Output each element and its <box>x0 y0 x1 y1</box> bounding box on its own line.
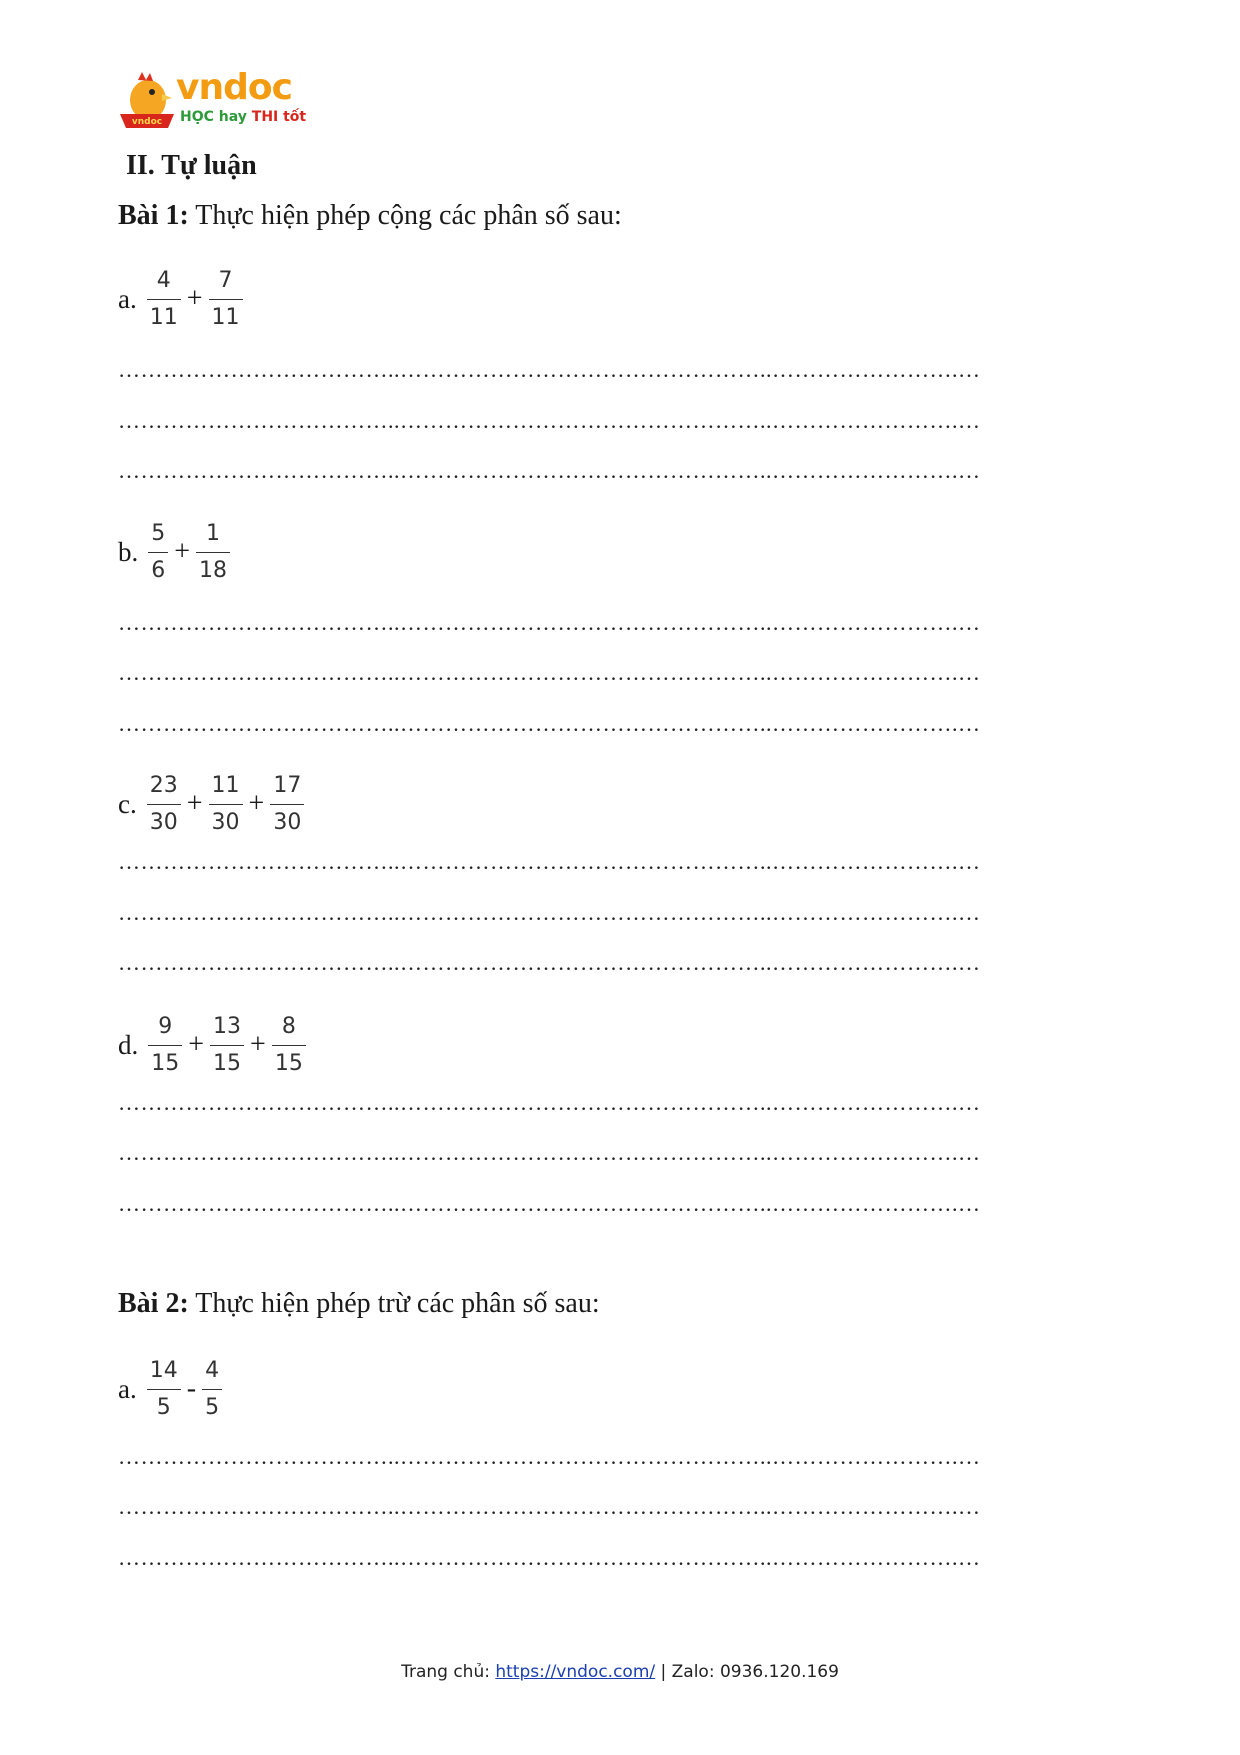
answer-line[interactable]: ………………………………..…………………………………………..…………………….… <box>118 1546 981 1570</box>
fraction <box>202 1357 222 1422</box>
denominator: 30 <box>273 809 302 835</box>
fraction <box>147 267 181 332</box>
denominator: 5 <box>205 1394 220 1420</box>
denominator: 30 <box>149 809 178 835</box>
footer-zalo: | Zalo: 0936.120.169 <box>655 1662 839 1682</box>
denominator: 15 <box>151 1050 180 1076</box>
fraction <box>147 772 181 837</box>
numerator: 23 <box>149 772 178 798</box>
answer-line[interactable]: ………………………………..…………………………………………..…………………….… <box>118 409 981 433</box>
operator: + <box>186 788 203 819</box>
answer-line[interactable]: ………………………………..…………………………………………..…………………….… <box>118 1495 981 1519</box>
logo-brand-text: vndoc <box>176 67 292 108</box>
vndoc-logo[interactable] <box>118 66 308 134</box>
answer-line[interactable]: ………………………………..…………………………………………..…………………….… <box>118 358 981 382</box>
denominator: 15 <box>274 1050 303 1076</box>
answer-line[interactable]: ………………………………..…………………………………………..…………………….… <box>118 459 981 483</box>
problem-label: c. <box>118 788 137 819</box>
logo-slogan-part2: THI tốt <box>251 109 307 125</box>
fraction <box>270 772 304 837</box>
problem-1a <box>118 259 247 339</box>
numerator: 1 <box>206 520 221 546</box>
exercise-2-title <box>118 1286 600 1322</box>
answer-line[interactable]: ………………………………..…………………………………………..…………………….… <box>118 661 981 685</box>
footer-prefix: Trang chủ: <box>401 1662 496 1682</box>
fraction <box>148 1013 182 1078</box>
problem-label: d. <box>118 1029 139 1060</box>
fraction <box>147 1357 181 1422</box>
fraction <box>196 520 230 585</box>
answer-line[interactable]: ………………………………..…………………………………………..…………………….… <box>118 951 981 975</box>
numerator: 14 <box>149 1357 178 1383</box>
operator: + <box>248 788 265 819</box>
problem-1d <box>118 1005 310 1085</box>
fraction <box>272 1013 306 1078</box>
denominator: 5 <box>156 1394 171 1420</box>
operator: - <box>186 1373 197 1404</box>
fraction <box>210 1013 244 1078</box>
logo-badge-text: vndoc <box>131 117 163 127</box>
section-heading: II. Tự luận <box>126 150 257 181</box>
answer-line[interactable]: ………………………………..…………………………………………..…………………….… <box>118 1141 981 1165</box>
numerator: 9 <box>158 1013 173 1039</box>
numerator: 5 <box>151 520 166 546</box>
numerator: 13 <box>213 1013 242 1039</box>
numerator: 8 <box>281 1013 296 1039</box>
numerator: 7 <box>218 267 233 293</box>
denominator: 18 <box>199 557 228 583</box>
numerator: 11 <box>211 772 240 798</box>
problem-label: b. <box>118 536 139 567</box>
fraction <box>209 267 243 332</box>
fraction <box>148 520 168 585</box>
rooster-mascot-icon <box>118 70 176 130</box>
exercise-2-instruction: Thực hiện phép trừ các phân số sau: <box>188 1288 600 1319</box>
operator: + <box>174 536 191 567</box>
denominator: 15 <box>213 1050 242 1076</box>
denominator: 30 <box>211 809 240 835</box>
numerator: 4 <box>205 1357 220 1383</box>
problem-label: a. <box>118 283 137 314</box>
exercise-1-instruction: Thực hiện phép cộng các phân số sau: <box>188 200 622 231</box>
exercise-1-number: Bài 1: <box>118 200 189 231</box>
operator: + <box>188 1029 205 1060</box>
answer-line[interactable]: ………………………………..…………………………………………..…………………….… <box>118 712 981 736</box>
numerator: 4 <box>156 267 171 293</box>
answer-line[interactable]: ………………………………..…………………………………………..…………………….… <box>118 901 981 925</box>
logo-slogan <box>180 108 306 126</box>
logo-slogan-part1: HỌC hay <box>180 109 247 125</box>
problem-label: a. <box>118 1373 137 1404</box>
answer-line[interactable]: ………………………………..…………………………………………..…………………….… <box>118 1192 981 1216</box>
problem-1b <box>118 512 234 592</box>
operator: + <box>186 283 203 314</box>
exercise-1-title <box>118 198 622 234</box>
problem-2a <box>118 1349 226 1429</box>
page-footer <box>0 1662 1240 1682</box>
denominator: 11 <box>211 304 240 330</box>
operator: + <box>250 1029 266 1060</box>
denominator: 11 <box>149 304 178 330</box>
answer-line[interactable]: ………………………………..…………………………………………..…………………….… <box>118 850 981 874</box>
homepage-link[interactable]: https://vndoc.com/ <box>495 1662 656 1682</box>
answer-line[interactable]: ………………………………..…………………………………………..…………………….… <box>118 1445 981 1469</box>
denominator: 6 <box>151 557 166 583</box>
answer-line[interactable]: ………………………………..…………………………………………..…………………….… <box>118 611 981 635</box>
problem-1c <box>118 764 308 844</box>
exercise-2-number: Bài 2: <box>118 1288 189 1319</box>
fraction <box>209 772 243 837</box>
answer-line[interactable]: ………………………………..…………………………………………..…………………….… <box>118 1091 981 1115</box>
numerator: 17 <box>273 772 302 798</box>
